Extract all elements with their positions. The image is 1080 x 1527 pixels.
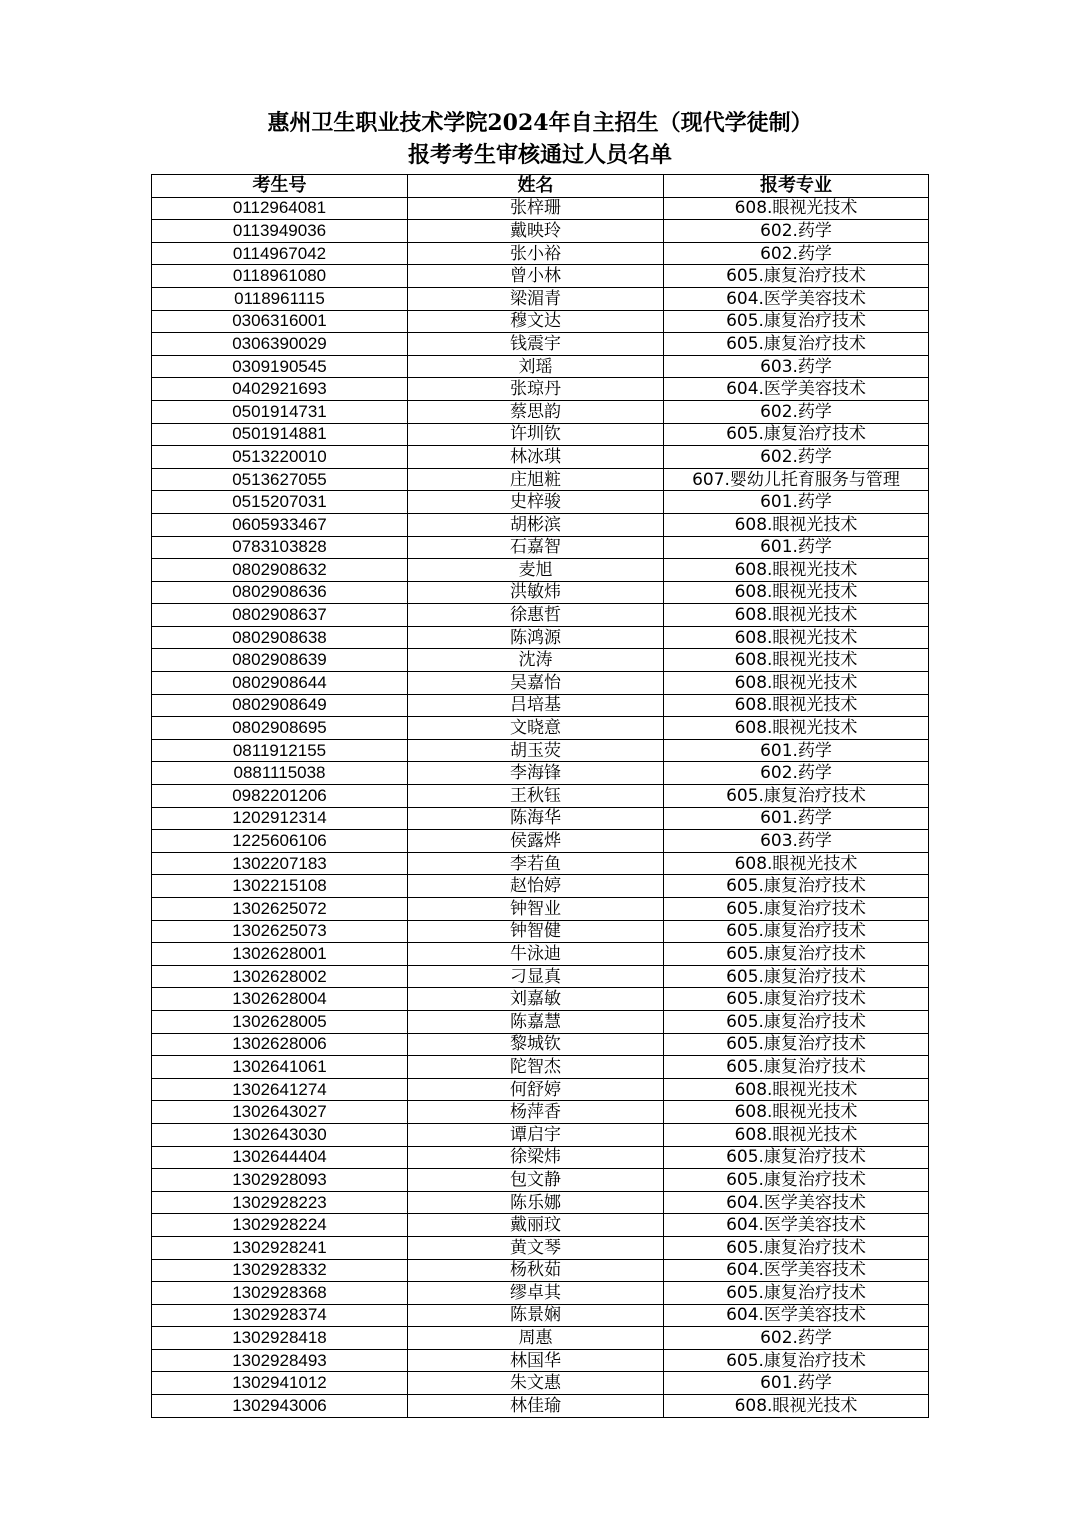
candidate-number-cell: 1302628001 bbox=[152, 943, 408, 966]
table-row bbox=[152, 513, 929, 536]
name-cell: 陈海华 bbox=[408, 807, 664, 830]
major-cell: 605.康复治疗技术 bbox=[664, 423, 929, 446]
table-row bbox=[152, 1395, 929, 1418]
candidate-number-cell: 0501914731 bbox=[152, 400, 408, 423]
major-cell: 601.药学 bbox=[664, 739, 929, 762]
name-cell: 陈景娴 bbox=[408, 1304, 664, 1327]
table-row bbox=[152, 1282, 929, 1305]
name-cell: 许圳钦 bbox=[408, 423, 664, 446]
header-candidate-number: 考生号 bbox=[152, 175, 408, 198]
document-title-line-1: 惠州卫生职业技术学院2024年自主招生（现代学徒制） bbox=[267, 110, 813, 136]
name-cell: 徐梁炜 bbox=[408, 1146, 664, 1169]
table-row bbox=[152, 988, 929, 1011]
table-row bbox=[152, 1146, 929, 1169]
name-cell: 黎城钦 bbox=[408, 1033, 664, 1056]
candidate-number-cell: 0309190545 bbox=[152, 355, 408, 378]
table-body bbox=[152, 197, 929, 1417]
major-cell: 605.康复治疗技术 bbox=[664, 898, 929, 921]
candidate-number-cell: 1302928224 bbox=[152, 1214, 408, 1237]
name-cell: 胡玉荧 bbox=[408, 739, 664, 762]
major-cell: 601.药学 bbox=[664, 1372, 929, 1395]
major-cell: 602.药学 bbox=[664, 400, 929, 423]
name-cell: 史梓骏 bbox=[408, 491, 664, 514]
candidate-number-cell: 1302928093 bbox=[152, 1169, 408, 1192]
candidate-number-cell: 0513627055 bbox=[152, 468, 408, 491]
major-cell: 601.药学 bbox=[664, 536, 929, 559]
name-cell: 刘瑶 bbox=[408, 355, 664, 378]
candidate-number-cell: 1302625072 bbox=[152, 898, 408, 921]
table-row bbox=[152, 559, 929, 582]
candidate-number-cell: 0501914881 bbox=[152, 423, 408, 446]
candidate-number-cell: 0113949036 bbox=[152, 220, 408, 243]
table-row bbox=[152, 1372, 929, 1395]
major-cell: 605.康复治疗技术 bbox=[664, 1169, 929, 1192]
name-cell: 林冰琪 bbox=[408, 446, 664, 469]
major-cell: 605.康复治疗技术 bbox=[664, 310, 929, 333]
name-cell: 张琼丹 bbox=[408, 378, 664, 401]
table-row bbox=[152, 220, 929, 243]
name-cell: 侯露烨 bbox=[408, 830, 664, 853]
name-cell: 朱文惠 bbox=[408, 1372, 664, 1395]
major-cell: 608.眼视光技术 bbox=[664, 672, 929, 695]
name-cell: 何舒婷 bbox=[408, 1078, 664, 1101]
table-row bbox=[152, 875, 929, 898]
major-cell: 605.康复治疗技术 bbox=[664, 988, 929, 1011]
candidate-number-cell: 0802908649 bbox=[152, 694, 408, 717]
table-row bbox=[152, 1191, 929, 1214]
table-row bbox=[152, 468, 929, 491]
major-cell: 608.眼视光技术 bbox=[664, 581, 929, 604]
table-row bbox=[152, 287, 929, 310]
major-cell: 605.康复治疗技术 bbox=[664, 1349, 929, 1372]
name-cell: 杨萍香 bbox=[408, 1101, 664, 1124]
candidate-number-cell: 0118961115 bbox=[152, 287, 408, 310]
major-cell: 604.医学美容技术 bbox=[664, 1214, 929, 1237]
candidate-number-cell: 1302928374 bbox=[152, 1304, 408, 1327]
major-cell: 608.眼视光技术 bbox=[664, 559, 929, 582]
name-cell: 包文静 bbox=[408, 1169, 664, 1192]
candidate-number-cell: 1302641061 bbox=[152, 1056, 408, 1079]
candidate-number-cell: 0802908636 bbox=[152, 581, 408, 604]
candidate-number-cell: 0802908695 bbox=[152, 717, 408, 740]
name-cell: 刘嘉敏 bbox=[408, 988, 664, 1011]
name-cell: 牛泳迪 bbox=[408, 943, 664, 966]
major-cell: 608.眼视光技术 bbox=[664, 197, 929, 220]
table-row bbox=[152, 626, 929, 649]
name-cell: 谭启宇 bbox=[408, 1123, 664, 1146]
major-cell: 605.康复治疗技术 bbox=[664, 1010, 929, 1033]
name-cell: 赵怡婷 bbox=[408, 875, 664, 898]
name-cell: 张梓珊 bbox=[408, 197, 664, 220]
name-cell: 吴嘉怡 bbox=[408, 672, 664, 695]
candidate-number-cell: 0802908632 bbox=[152, 559, 408, 582]
name-cell: 吕培基 bbox=[408, 694, 664, 717]
candidate-number-cell: 0802908639 bbox=[152, 649, 408, 672]
table-row bbox=[152, 1214, 929, 1237]
candidate-number-cell: 0783103828 bbox=[152, 536, 408, 559]
major-cell: 608.眼视光技术 bbox=[664, 513, 929, 536]
major-cell: 605.康复治疗技术 bbox=[664, 265, 929, 288]
candidate-number-cell: 0306316001 bbox=[152, 310, 408, 333]
name-cell: 林国华 bbox=[408, 1349, 664, 1372]
candidate-number-cell: 1302928418 bbox=[152, 1327, 408, 1350]
table-row bbox=[152, 378, 929, 401]
table-row bbox=[152, 581, 929, 604]
major-cell: 605.康复治疗技术 bbox=[664, 920, 929, 943]
table-row bbox=[152, 355, 929, 378]
header-name: 姓名 bbox=[408, 175, 664, 198]
name-cell: 穆文达 bbox=[408, 310, 664, 333]
major-cell: 603.药学 bbox=[664, 830, 929, 853]
major-cell: 603.药学 bbox=[664, 355, 929, 378]
name-cell: 徐惠哲 bbox=[408, 604, 664, 627]
candidate-number-cell: 0881115038 bbox=[152, 762, 408, 785]
name-cell: 庄旭粧 bbox=[408, 468, 664, 491]
table-row bbox=[152, 604, 929, 627]
major-cell: 604.医学美容技术 bbox=[664, 287, 929, 310]
table-header-row bbox=[152, 175, 929, 198]
major-cell: 605.康复治疗技术 bbox=[664, 1282, 929, 1305]
major-cell: 605.康复治疗技术 bbox=[664, 1236, 929, 1259]
table-row bbox=[152, 672, 929, 695]
candidate-number-cell: 1302928368 bbox=[152, 1282, 408, 1305]
name-cell: 陈嘉慧 bbox=[408, 1010, 664, 1033]
candidate-number-cell: 1302928223 bbox=[152, 1191, 408, 1214]
name-cell: 戴映玲 bbox=[408, 220, 664, 243]
candidate-number-cell: 1302628002 bbox=[152, 965, 408, 988]
candidate-number-cell: 1302628006 bbox=[152, 1033, 408, 1056]
major-cell: 602.药学 bbox=[664, 762, 929, 785]
candidate-number-cell: 0605933467 bbox=[152, 513, 408, 536]
table-row bbox=[152, 333, 929, 356]
name-cell: 黄文琴 bbox=[408, 1236, 664, 1259]
table-row bbox=[152, 265, 929, 288]
name-cell: 洪敏炜 bbox=[408, 581, 664, 604]
table-row bbox=[152, 694, 929, 717]
table-row bbox=[152, 1304, 929, 1327]
major-cell: 608.眼视光技术 bbox=[664, 1101, 929, 1124]
name-cell: 钟智健 bbox=[408, 920, 664, 943]
name-cell: 陀智杰 bbox=[408, 1056, 664, 1079]
name-cell: 钱震宇 bbox=[408, 333, 664, 356]
table-row bbox=[152, 1327, 929, 1350]
table-row bbox=[152, 1236, 929, 1259]
major-cell: 608.眼视光技术 bbox=[664, 626, 929, 649]
table-row bbox=[152, 400, 929, 423]
table-row bbox=[152, 852, 929, 875]
table-row bbox=[152, 1169, 929, 1192]
major-cell: 605.康复治疗技术 bbox=[664, 875, 929, 898]
table-row bbox=[152, 762, 929, 785]
major-cell: 608.眼视光技术 bbox=[664, 1395, 929, 1418]
major-cell: 601.药学 bbox=[664, 807, 929, 830]
candidate-number-cell: 0402921693 bbox=[152, 378, 408, 401]
name-cell: 石嘉智 bbox=[408, 536, 664, 559]
table-row bbox=[152, 536, 929, 559]
name-cell: 钟智业 bbox=[408, 898, 664, 921]
major-cell: 601.药学 bbox=[664, 491, 929, 514]
candidate-number-cell: 0802908638 bbox=[152, 626, 408, 649]
candidate-number-cell: 0515207031 bbox=[152, 491, 408, 514]
name-cell: 陈乐娜 bbox=[408, 1191, 664, 1214]
name-cell: 蔡思韵 bbox=[408, 400, 664, 423]
table-row bbox=[152, 785, 929, 808]
name-cell: 文晓意 bbox=[408, 717, 664, 740]
table-row bbox=[152, 943, 929, 966]
table-row bbox=[152, 807, 929, 830]
name-cell: 周惠 bbox=[408, 1327, 664, 1350]
table-row bbox=[152, 739, 929, 762]
major-cell: 602.药学 bbox=[664, 220, 929, 243]
document-title-line-2: 报考考生审核通过人员名单 bbox=[407, 142, 672, 168]
major-cell: 604.医学美容技术 bbox=[664, 378, 929, 401]
candidate-number-cell: 0802908644 bbox=[152, 672, 408, 695]
table-row bbox=[152, 920, 929, 943]
name-cell: 胡彬滨 bbox=[408, 513, 664, 536]
name-cell: 戴丽玟 bbox=[408, 1214, 664, 1237]
candidate-number-cell: 1302641274 bbox=[152, 1078, 408, 1101]
candidate-number-cell: 0982201206 bbox=[152, 785, 408, 808]
name-cell: 陈鸿源 bbox=[408, 626, 664, 649]
table-row bbox=[152, 965, 929, 988]
table-row bbox=[152, 197, 929, 220]
major-cell: 605.康复治疗技术 bbox=[664, 333, 929, 356]
table-row bbox=[152, 491, 929, 514]
candidate-number-cell: 1225606106 bbox=[152, 830, 408, 853]
candidate-number-cell: 1302643030 bbox=[152, 1123, 408, 1146]
table-row bbox=[152, 1056, 929, 1079]
name-cell: 张小裕 bbox=[408, 242, 664, 265]
name-cell: 刁显真 bbox=[408, 965, 664, 988]
name-cell: 李海锋 bbox=[408, 762, 664, 785]
name-cell: 沈涛 bbox=[408, 649, 664, 672]
major-cell: 605.康复治疗技术 bbox=[664, 785, 929, 808]
candidate-number-cell: 0118961080 bbox=[152, 265, 408, 288]
table-row bbox=[152, 310, 929, 333]
candidate-number-cell: 1302928241 bbox=[152, 1236, 408, 1259]
table-row bbox=[152, 1123, 929, 1146]
candidate-number-cell: 1302943006 bbox=[152, 1395, 408, 1418]
name-cell: 杨秋茹 bbox=[408, 1259, 664, 1282]
name-cell: 缪卓其 bbox=[408, 1282, 664, 1305]
major-cell: 604.医学美容技术 bbox=[664, 1304, 929, 1327]
candidate-number-cell: 0306390029 bbox=[152, 333, 408, 356]
table-row bbox=[152, 898, 929, 921]
candidate-number-cell: 1302207183 bbox=[152, 852, 408, 875]
major-cell: 605.康复治疗技术 bbox=[664, 943, 929, 966]
candidate-number-cell: 1302625073 bbox=[152, 920, 408, 943]
table-row bbox=[152, 830, 929, 853]
major-cell: 604.医学美容技术 bbox=[664, 1191, 929, 1214]
major-cell: 608.眼视光技术 bbox=[664, 649, 929, 672]
table-row bbox=[152, 717, 929, 740]
major-cell: 608.眼视光技术 bbox=[664, 694, 929, 717]
name-cell: 梁湄青 bbox=[408, 287, 664, 310]
candidate-number-cell: 1302644404 bbox=[152, 1146, 408, 1169]
table-row bbox=[152, 649, 929, 672]
table-row bbox=[152, 1101, 929, 1124]
major-cell: 605.康复治疗技术 bbox=[664, 1033, 929, 1056]
candidate-number-cell: 0513220010 bbox=[152, 446, 408, 469]
name-cell: 林佳瑜 bbox=[408, 1395, 664, 1418]
major-cell: 602.药学 bbox=[664, 1327, 929, 1350]
major-cell: 607.婴幼儿托育服务与管理 bbox=[664, 468, 929, 491]
table-row bbox=[152, 242, 929, 265]
name-cell: 李若鱼 bbox=[408, 852, 664, 875]
table-row bbox=[152, 1259, 929, 1282]
candidate-number-cell: 1302628005 bbox=[152, 1010, 408, 1033]
major-cell: 605.康复治疗技术 bbox=[664, 965, 929, 988]
candidate-number-cell: 0802908637 bbox=[152, 604, 408, 627]
table-row bbox=[152, 1078, 929, 1101]
candidate-number-cell: 1302941012 bbox=[152, 1372, 408, 1395]
table-row bbox=[152, 423, 929, 446]
major-cell: 608.眼视光技术 bbox=[664, 852, 929, 875]
name-cell: 王秋钰 bbox=[408, 785, 664, 808]
candidate-number-cell: 1302215108 bbox=[152, 875, 408, 898]
candidate-number-cell: 0811912155 bbox=[152, 739, 408, 762]
name-cell: 曾小林 bbox=[408, 265, 664, 288]
major-cell: 608.眼视光技术 bbox=[664, 604, 929, 627]
candidate-table bbox=[151, 174, 929, 1418]
major-cell: 604.医学美容技术 bbox=[664, 1259, 929, 1282]
major-cell: 608.眼视光技术 bbox=[664, 1078, 929, 1101]
major-cell: 608.眼视光技术 bbox=[664, 1123, 929, 1146]
table-row bbox=[152, 1010, 929, 1033]
table-row bbox=[152, 446, 929, 469]
header-major: 报考专业 bbox=[664, 175, 929, 198]
candidate-number-cell: 1302628004 bbox=[152, 988, 408, 1011]
candidate-number-cell: 1302643027 bbox=[152, 1101, 408, 1124]
candidate-number-cell: 0112964081 bbox=[152, 197, 408, 220]
major-cell: 602.药学 bbox=[664, 242, 929, 265]
candidate-number-cell: 1302928493 bbox=[152, 1349, 408, 1372]
major-cell: 605.康复治疗技术 bbox=[664, 1056, 929, 1079]
candidate-number-cell: 1302928332 bbox=[152, 1259, 408, 1282]
table-row bbox=[152, 1033, 929, 1056]
major-cell: 602.药学 bbox=[664, 446, 929, 469]
table-row bbox=[152, 1349, 929, 1372]
major-cell: 608.眼视光技术 bbox=[664, 717, 929, 740]
major-cell: 605.康复治疗技术 bbox=[664, 1146, 929, 1169]
candidate-number-cell: 0114967042 bbox=[152, 242, 408, 265]
name-cell: 麦旭 bbox=[408, 559, 664, 582]
candidate-number-cell: 1202912314 bbox=[152, 807, 408, 830]
